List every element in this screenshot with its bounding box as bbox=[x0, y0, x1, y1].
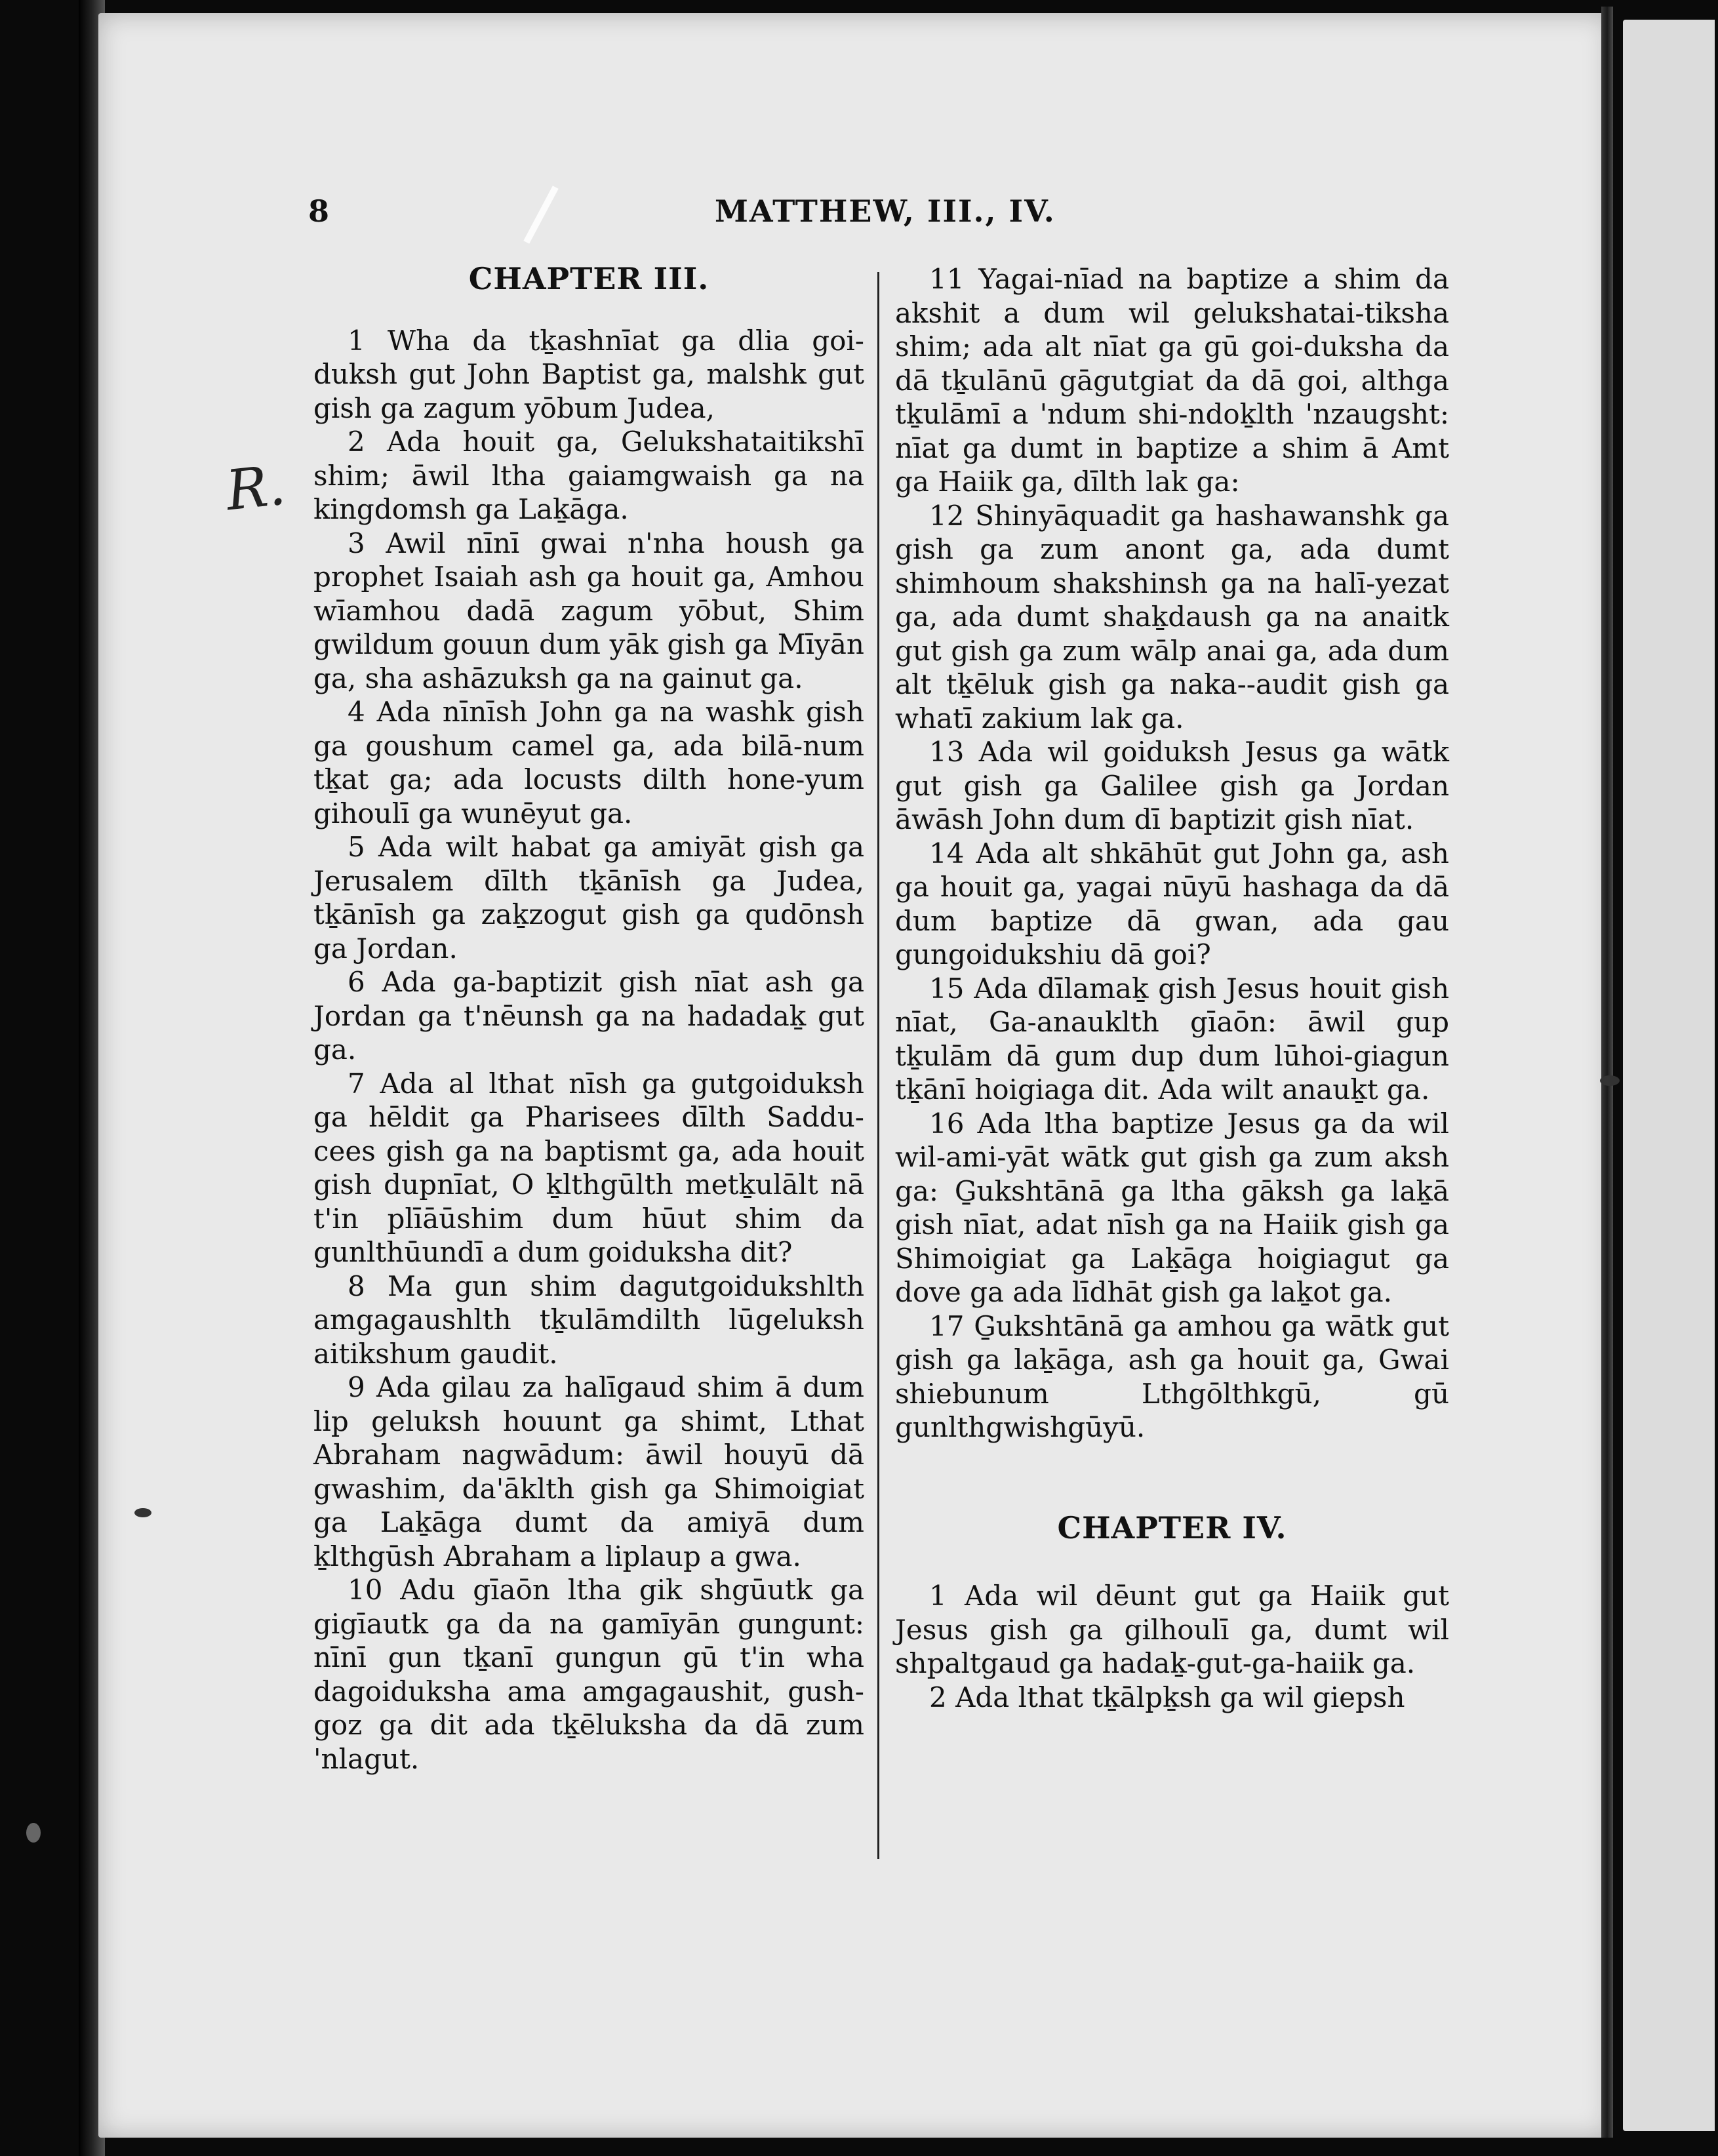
verse: 9 Ada gilau za halīgaud shim ā dum lip geluksh houunt ga shimt, Lthat Abraham nagwādum: āwil houyū dā gwashim, da'āklth gish ga Shimoigiat ga Laḵāga dumt da amiyā dum ḵlthgūsh Abraham a liplaup a gwa. bbox=[313, 1371, 864, 1572]
page-blemish bbox=[1600, 1075, 1620, 1086]
running-title: MATTHEW, III., IV. bbox=[715, 193, 1056, 229]
verse: 15 Ada dīlamaḵ gish Jesus houit gish nīat, Ga-anauklth gīaōn: āwil gup tḵulām dā gum dup dum lūhoi-giagun tḵānī hoigiaga dit. Ada wilt anauḵt ga. bbox=[895, 972, 1449, 1106]
verse: 17 G̱ukshtānā ga amhou ga wātk gut gish ga laḵāga, ash ga houit ga, Gwai shiebunum Lthgōlthkgū, gū gunlthgwishgūyū. bbox=[895, 1309, 1449, 1443]
right-column bbox=[895, 262, 1449, 1714]
page-gutter bbox=[1601, 7, 1613, 2138]
verse: 14 Ada alt shkāhūt gut John ga, ash ga houit ga, yagai nūyū hashaga da dā dum baptize dā gwan, ada gau gungoidukshiu dā goi? bbox=[895, 837, 1449, 970]
verse: 2 Ada houit ga, Gelukshataitikshī shim; āwil ltha gaiamgwaish ga na kingdomsh ga Laḵāga. bbox=[313, 426, 864, 525]
chapter-heading: CHAPTER III. bbox=[468, 261, 709, 296]
chapter-heading: CHAPTER IV. bbox=[1057, 1509, 1287, 1546]
verse: 1 Wha da tḵashnīat ga dlia goi-duksh gut John Baptist ga, malshk gut gish ga zagum yōbum Judea, bbox=[313, 324, 864, 424]
verse: 3 Awil nīnī gwai n'nha housh ga prophet Isaiah ash ga houit ga, Amhou wīamhou dadā zagum yōbut, Shim gwildum gouun dum yāk gish ga Mīyān ga, sha ashāzuksh ga na gainut ga. bbox=[313, 527, 864, 694]
verse: 4 Ada nīnīsh John ga na washk gish ga goushum camel ga, ada bilā-num tḵat ga; ada locusts dilth hone-yum gihoulī ga wunēyut ga. bbox=[313, 696, 864, 829]
verse: 11 Yagai-nīad na baptize a shim da akshit a dum wil gelukshatai-tiksha shim; ada alt nīat ga gū goi-duksha da dā tḵulānū gāgutgiat da dā goi, althga tḵulāmī a 'ndum shi-ndoḵlth 'nzaugsht: nīat ga dumt in baptize a shim ā Amt ga Haiik ga, dīlth lak ga: bbox=[895, 263, 1449, 498]
facing-page-edge bbox=[1623, 20, 1715, 2131]
page-blemish bbox=[26, 1823, 41, 1843]
verse: 12 Shinyāquadit ga hashawanshk ga gish ga zum anont ga, ada dumt shimhoum shakshinsh ga na halī-yezat ga, ada dumt shaḵdaush ga na anaitk gut gish ga zum wālp anai ga, ada dum alt tḵēluk gish ga naka--audit gish ga whatī zakium lak ga. bbox=[895, 499, 1449, 734]
page-number: 8 bbox=[308, 193, 331, 229]
verse: 2 Ada lthat tḵālpḵsh ga wil giepsh bbox=[929, 1681, 1405, 1713]
verse: 8 Ma gun shim dagutgoidukshlth amgagaushlth tḵulāmdilth lūgeluksh aitikshum gaudit. bbox=[313, 1269, 864, 1370]
verse: 13 Ada wil goiduksh Jesus ga wātk gut gish ga Galilee gish ga Jordan āwāsh John dum dī baptizit gish nīat. bbox=[895, 736, 1449, 835]
margin-annotation: R. bbox=[223, 452, 289, 523]
left-column bbox=[313, 262, 864, 1776]
verse: 16 Ada ltha baptize Jesus ga da wil wil-ami-yāt wātk gut gish ga zum aksh ga: G̱ukshtānā ga ltha gāksh ga laḵā gish nīat, adat nīsh ga na Haiik gish ga Shimoigiat ga Laḵāga hoigiagut ga dove ga ada līdhāt gish ga laḵot ga. bbox=[895, 1107, 1449, 1308]
page-blemish bbox=[134, 1508, 151, 1517]
verse: 7 Ada al lthat nīsh ga gutgoiduksh ga hēldit ga Pharisees dīlth Saddu-cees gish ga na baptismt ga, ada houit gish dupnīat, O ḵlthgūlth metḵulālt nā t'in plīāūshim dum hūut shim da gunlthūundī a dum goiduksha dit? bbox=[313, 1067, 864, 1268]
running-head bbox=[308, 193, 1082, 239]
verse: 1 Ada wil dēunt gut ga Haiik gut Jesus gish ga gilhoulī ga, dumt wil shpaltgaud ga hadaḵ-gut-ga-haiik ga. bbox=[895, 1580, 1449, 1679]
verse: 6 Ada ga-baptizit gish nīat ash ga Jordan ga t'nēunsh ga na hadadaḵ gut ga. bbox=[313, 966, 864, 1066]
verse: 10 Adu gīaōn ltha gik shgūutk ga gigīautk ga da na gamīyān gungunt: nīnī gun tḵanī gungun gū t'in wha dagoiduksha ama amgagaushit, gush-goz ga dit ada tḵēluksha da dā zum 'nlagut. bbox=[313, 1574, 864, 1775]
column-divider bbox=[877, 272, 879, 1859]
verse: 5 Ada wilt habat ga amiyāt gish ga Jerusalem dīlth tḵānīsh ga Judea, tḵānīsh ga zaḵzogut gish ga qudōnsh ga Jordan. bbox=[313, 831, 864, 965]
